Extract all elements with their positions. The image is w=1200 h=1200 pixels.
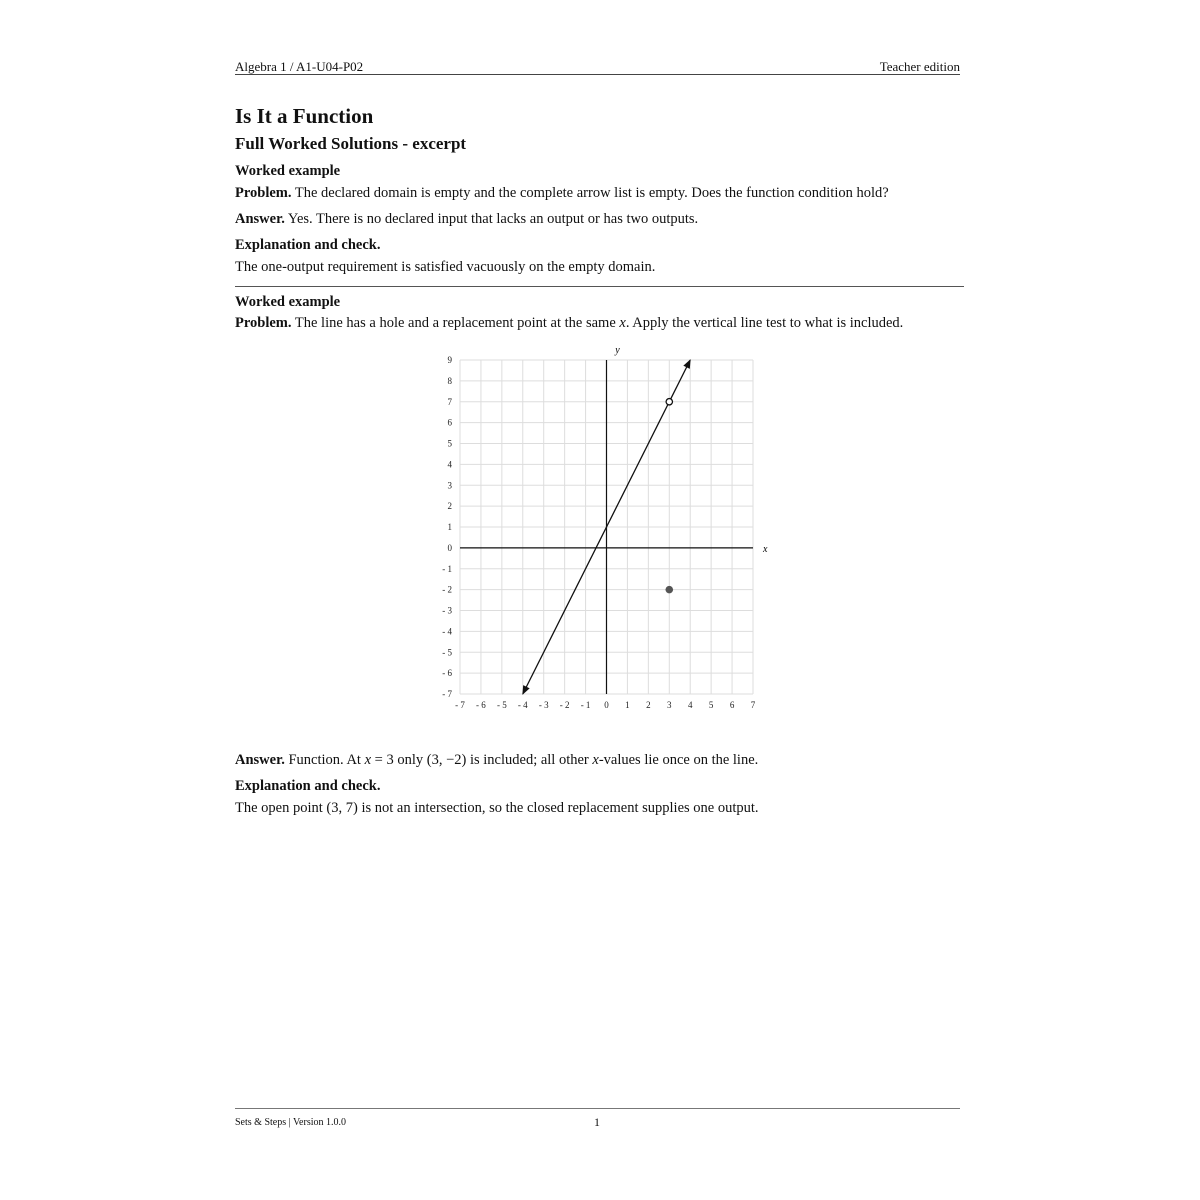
- y-tick-label: - 4: [442, 626, 452, 637]
- x-tick-label: 0: [604, 700, 609, 710]
- x-tick-label: - 2: [559, 700, 570, 710]
- example2-explanation-pre: The open point: [235, 800, 323, 816]
- example2-answer-mid2: is included; all other: [469, 752, 589, 768]
- example1-answer-text: Yes. There is no declared input that lacks an output or has two outputs.: [287, 211, 699, 227]
- example2-answer-var2: x: [592, 752, 599, 768]
- example2-problem-var: x: [619, 315, 626, 331]
- example1-problem-label: Problem.: [235, 185, 292, 201]
- closed-point: [665, 586, 673, 594]
- y-tick-label: - 6: [442, 668, 452, 679]
- x-tick-label: 4: [687, 700, 693, 710]
- example2-explanation-point: (3, 7): [326, 800, 358, 816]
- y-axis-label: y: [615, 345, 620, 356]
- x-axis-label: x: [763, 543, 768, 555]
- y-tick-label: - 3: [442, 605, 452, 616]
- page-title: Is It a Function: [235, 104, 374, 128]
- x-tick-label: - 4: [517, 700, 528, 710]
- footer-version: Sets & Steps | Version 1.0.0: [235, 1117, 346, 1128]
- x-tick-label: - 5: [496, 700, 507, 710]
- y-tick-label: 6: [447, 417, 452, 428]
- section-divider: [235, 286, 964, 287]
- x-tick-label: - 7: [455, 700, 465, 710]
- example1-problem: [235, 185, 889, 202]
- page-header: [235, 57, 960, 75]
- example2-answer-eq-var: x: [364, 752, 372, 768]
- x-tick-label: 7: [750, 700, 756, 710]
- x-tick-label: - 6: [476, 700, 486, 710]
- x-tick-label: 1: [625, 700, 630, 710]
- x-tick-label: 3: [667, 700, 672, 710]
- open-point-hole: [666, 399, 672, 405]
- example2-explanation-post: is not an intersection, so the closed replacement supplies one output.: [361, 800, 759, 816]
- example2-answer-post: -values lie once on the line.: [598, 752, 759, 768]
- example2-explanation: [235, 800, 759, 817]
- example2-problem-pre: The line has a hole and a replacement point at the same: [294, 315, 616, 331]
- page-number: 1: [594, 1115, 600, 1129]
- header-edition: Teacher edition: [879, 59, 960, 74]
- example1-explanation-heading: Explanation and check.: [235, 237, 381, 253]
- y-tick-label: - 7: [442, 689, 452, 699]
- example2-answer-label: Answer.: [235, 752, 285, 768]
- example2-answer: [235, 752, 758, 769]
- example1-answer: [235, 211, 698, 228]
- y-tick-label: - 5: [442, 647, 452, 658]
- example2-answer-point: (3, −2): [426, 752, 467, 768]
- example2-answer-pre: Function. At: [288, 752, 361, 768]
- y-tick-label: 0: [447, 542, 452, 553]
- example2-problem-post: . Apply the vertical line test to what is included.: [625, 315, 904, 331]
- example1-problem-text: The declared domain is empty and the complete arrow list is empty. Does the function condition hold?: [294, 185, 889, 201]
- example2-answer-eq-rest: = 3: [374, 752, 394, 768]
- example2-explanation-heading: Explanation and check.: [235, 778, 381, 794]
- y-tick-label: - 1: [442, 563, 452, 574]
- example2-heading: Worked example: [235, 294, 341, 310]
- page-subtitle: Full Worked Solutions - excerpt: [235, 134, 467, 153]
- y-tick-label: 3: [447, 480, 452, 491]
- y-tick-label: 8: [447, 375, 452, 386]
- x-tick-label: 2: [646, 700, 651, 710]
- example1-heading: Worked example: [235, 163, 341, 179]
- y-tick-label: - 2: [442, 584, 452, 595]
- y-tick-label: 5: [447, 438, 452, 449]
- x-tick-label: - 3: [538, 700, 549, 710]
- header-course: Algebra 1 / A1-U04-P02: [235, 59, 364, 74]
- x-tick-label: - 1: [580, 700, 591, 710]
- example2-problem-label: Problem.: [235, 315, 292, 331]
- example2-answer-mid1: only: [397, 752, 424, 768]
- tick-labels: [442, 355, 756, 710]
- example2-problem: [235, 315, 903, 332]
- y-tick-label: 7: [447, 396, 452, 407]
- page-footer: [235, 1108, 960, 1129]
- y-tick-label: 1: [447, 522, 452, 532]
- y-tick-label: 9: [447, 355, 452, 365]
- x-tick-label: 5: [708, 700, 714, 710]
- x-tick-label: 6: [729, 700, 735, 710]
- y-tick-label: 4: [447, 459, 452, 470]
- example1-answer-label: Answer.: [235, 211, 285, 227]
- function-graph: [420, 340, 800, 720]
- y-tick-label: 2: [447, 501, 452, 512]
- example1-explanation-text: The one-output requirement is satisfied vacuously on the empty domain.: [235, 259, 656, 275]
